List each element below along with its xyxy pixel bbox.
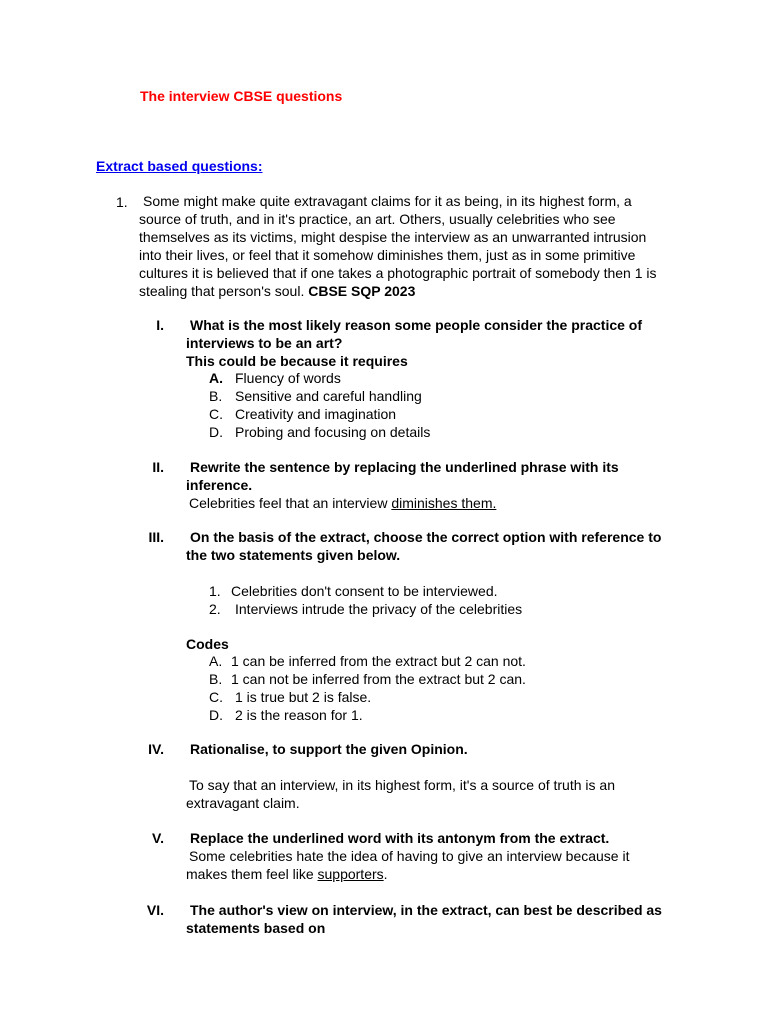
extract-paragraph — [139, 192, 679, 300]
option-text: Probing and focusing on details — [235, 424, 431, 440]
extract-line: source of truth, and in it's practice, an art. Others, usually celebrities who see — [139, 211, 616, 227]
option-item — [209, 423, 430, 441]
opinion-text — [186, 776, 615, 812]
option-letter: C. — [209, 406, 223, 422]
question-text: statements based on — [186, 920, 326, 936]
option-letter: B. — [209, 388, 223, 404]
opinion-line: To say that an interview, in its highest form, it's a source of truth is an — [189, 777, 615, 793]
section-heading[interactable]: Extract based questions: — [96, 158, 263, 174]
question-sentence — [186, 865, 630, 883]
sentence-text: Celebrities feel that an interview — [189, 495, 392, 511]
page-title: The interview CBSE questions — [140, 88, 343, 104]
question-numeral: III. — [148, 529, 164, 545]
question-numeral: VI. — [146, 902, 164, 918]
question-text: Replace the underlined word with its antonym from the extract. — [190, 830, 610, 846]
opinion-line: extravagant claim. — [186, 795, 300, 811]
extract-line: themselves as its victims, might despise the interview as an unwarranted intrusion — [139, 229, 647, 245]
question-3 — [186, 528, 661, 564]
code-letter: D. — [209, 707, 223, 723]
option-text: Creativity and imagination — [235, 406, 397, 422]
statement-number: 2. — [209, 601, 221, 617]
option-item — [209, 405, 430, 423]
question-5 — [186, 829, 630, 883]
question-1 — [186, 316, 642, 370]
codes-list — [209, 652, 526, 724]
statement-item — [209, 600, 522, 618]
code-item — [209, 652, 526, 670]
extract-line: Some might make quite extravagant claims for it as being, in its highest form, a — [143, 193, 632, 209]
question-sentence — [186, 494, 619, 512]
option-text: Fluency of words — [235, 370, 341, 386]
code-text: 1 can be inferred from the extract but 2 can not. — [231, 653, 526, 669]
question-stem: This could be because it requires — [186, 353, 408, 369]
option-letter: A. — [209, 370, 223, 386]
source-label: CBSE SQP 2023 — [308, 283, 416, 299]
sentence-text: makes them feel like — [186, 866, 318, 882]
statement-number: 1. — [209, 583, 221, 599]
statement-text: Celebrities don't consent to be interviewed. — [231, 583, 498, 599]
question-numeral: I. — [156, 317, 164, 333]
code-text: 1 can not be inferred from the extract but 2 can. — [231, 671, 526, 687]
question-numeral: V. — [152, 830, 164, 846]
code-text: 2 is the reason for 1. — [235, 707, 363, 723]
code-letter: B. — [209, 671, 223, 687]
code-text: 1 is true but 2 is false. — [235, 689, 372, 705]
statements-list — [209, 582, 522, 618]
question-sentence: Some celebrities hate the idea of having to give an interview because it — [189, 848, 630, 864]
question-text: The author's view on interview, in the extract, can best be described as — [190, 902, 662, 918]
question-text: the two statements given below. — [186, 547, 401, 563]
code-letter: A. — [209, 653, 223, 669]
question-numeral: II. — [152, 459, 164, 475]
code-letter: C. — [209, 689, 223, 705]
codes-label: Codes — [186, 636, 229, 652]
underlined-word: supporters — [317, 866, 384, 882]
question-2 — [186, 458, 619, 512]
question-text: Rewrite the sentence by replacing the underlined phrase with its — [190, 459, 619, 475]
sentence-text: . — [383, 866, 388, 882]
code-item — [209, 706, 526, 724]
extract-line: into their lives, or feel that it somehow diminishes them, just as in some primitive — [139, 247, 636, 263]
question-text: Rationalise, to support the given Opinion. — [190, 741, 468, 757]
option-text: Sensitive and careful handling — [235, 388, 422, 404]
option-item — [209, 387, 430, 405]
statement-text: Interviews intrude the privacy of the celebrities — [235, 601, 523, 617]
question-4 — [186, 740, 468, 758]
option-item — [209, 369, 430, 387]
underlined-phrase: diminishes them. — [391, 495, 497, 511]
extract-number: 1. — [116, 194, 128, 210]
options-list — [209, 369, 430, 441]
extract-line: cultures it is believed that if one takes a photographic portrait of somebody then 1 is — [139, 265, 657, 281]
code-item — [209, 670, 526, 688]
question-numeral: IV. — [148, 741, 164, 757]
extract-line: stealing that person's soul. — [139, 283, 305, 299]
question-text: interviews to be an art? — [186, 335, 343, 351]
question-text: On the basis of the extract, choose the correct option with reference to — [190, 529, 662, 545]
question-text: inference. — [186, 477, 253, 493]
option-letter: D. — [209, 424, 223, 440]
statement-item — [209, 582, 522, 600]
question-text: What is the most likely reason some people consider the practice of — [190, 317, 643, 333]
code-item — [209, 688, 526, 706]
question-6 — [186, 901, 662, 937]
